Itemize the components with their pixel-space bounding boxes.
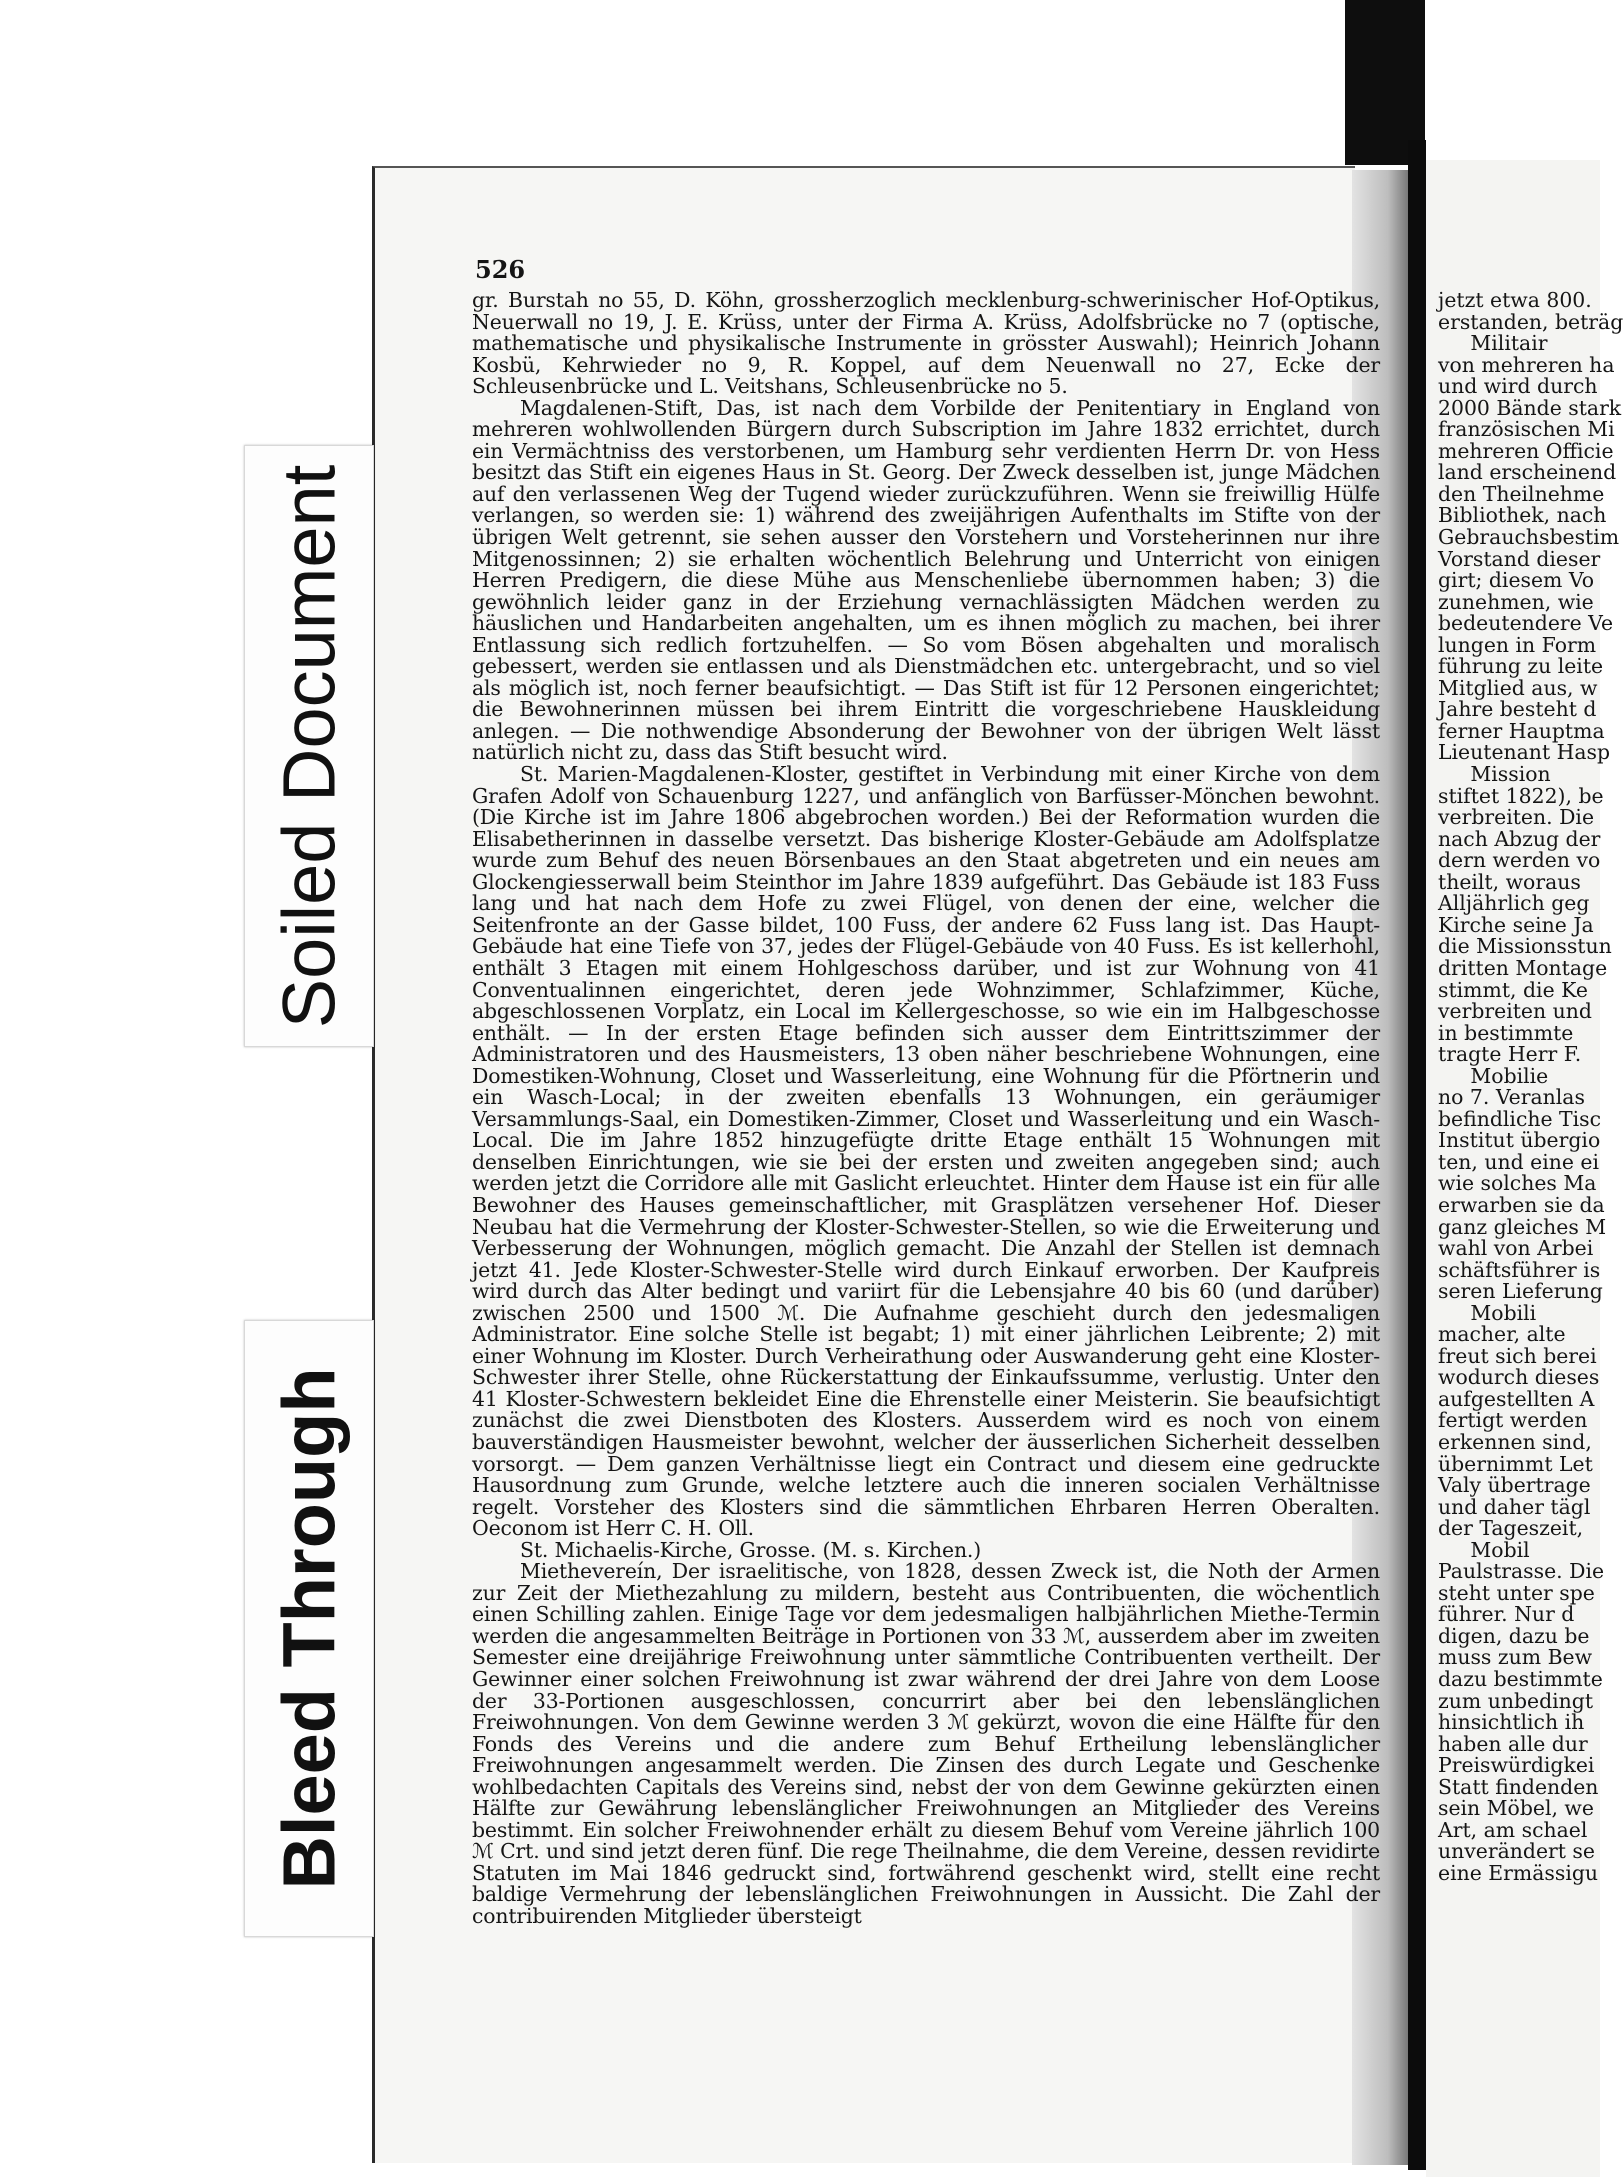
right-page-line: Bibliothek, nach xyxy=(1438,503,1607,528)
right-page-line: eine Ermässigu xyxy=(1438,1860,1599,1885)
right-page-line: den Theilnehme xyxy=(1438,481,1605,506)
right-page-line: Lieutenant Hasp xyxy=(1438,740,1611,765)
paragraph: St. Marien-Magdalenen-Kloster, gestiftet in Verbindung mit einer Kirche von dem Grafen Adolf von Schauenburg 1227, und anfänglich von Barfüsser-Mönchen bewohnt. (Die Kirche ist im Jahre 1806 abgebrochen worden.) Bei der Reformation wurden die Elisabetherinnen in dasselbe versetzt. Das bisherige Kloster-Gebäude am Adolfsplatze wurde zum Behuf des neuen Börsenbaues an den Staat abgetreten und ein neues am Glockengiesserwall beim Steinthor im Jahre 1839 aufgeführt. Das Gebäude ist 183 Fuss lang und hat nach dem Hofe zu zwei Flügel, von denen der eine, welcher die Seitenfronte an der Gasse bildet, 100 Fuss, der andere 62 Fuss lang ist. Das Haupt-Gebäude hat eine Tiefe von 37, jedes der Flügel-Gebäude von 40 Fuss. Es ist kellerhohl, enthält 3 Etagen mit einem Hohlgeschoss darüber, und ist zur Wohnung von 41 Conventualinnen eingerichtet, deren jede Wohnzimmer, Schlafzimmer, Küche, abgeschlossenen Vorplatz, ein Local im Kellergeschosse, so wie ein im Halbgeschosse enthält. — In der ersten Etage befinden sich ausser dem Eintrittszimmer der Administratoren und des Hausmeisters, 13 oben näher beschriebene Wohnungen, eine Domestiken-Wohnung, Closet und Wasserleitung, eine Wohnung für die Pförtnerin und ein Wasch-Local; in der zweiten ebenfalls 13 Wohnungen, ein geräumiger Versammlungs-Saal, ein Domestiken-Zimmer, Closet und Wasserleitung und ein Wasch-Local. Die im Jahre 1852 hinzugefügte dritte Etage enthält 15 Wohnungen mit denselben Einrichtungen, wie sie bei der ersten und zweiten angegeben sind; auch werden jetzt die Corridore alle mit Gaslicht erleuchtet. Hinter dem Hause ist ein für alle Bewohner des Hauses gemeinschaftlicher, mit Grasplätzen versehener Hof. Dieser Neubau hat die Vermehrung der Kloster-Schwester-Stellen, so wie die Erweiterung und Verbesserung der Wohnungen, möglich gemacht. Die Anzahl der Stellen ist demnach jetzt 41. Jede Kloster-Schwester-Stelle wird durch Einkauf erworben. Der Kaufpreis wird durch das Alter bedingt und variirt für die Lebensjahre 40 bis 60 (und darüber) zwischen 2500 und 1500 ℳ. Die Aufnahme geschieht durch den jedesmaligen Administrator. Eine solche Stelle ist begabt; 1) mit einer jährlichen Leibrente; 2) mit einer Wohnung im Kloster. Durch Verheirathung oder Auswanderung geht eine Kloster-Schwester ihrer Stelle, ohne Rückerstattung der Einkaufssumme, verlustig. Unter den 41 Kloster-Schwestern bekleidet Eine die Ehrenstelle einer Meisterin. Sie beaufsichtigt zunächst die zwei Dienstboten des Klosters. Ausserdem wird es noch von einem bauverständigen Hausmeister bewohnt, welcher der äusserlichen Sicherheit desselben vorsorgt. — Dem ganzen Verhältnisse liegt ein Contract und diesem eine gedruckte Hausordnung zum Grunde, welche letztere auch die inneren socialen Verhältnisse regelt. Vorsteher des Klosters sind die sämmtlichen Ehrbaren Herren Oberalten. Oeconom ist Herr C. H. Oll. xyxy=(472,762,1380,1541)
right-page-line: Vorstand dieser xyxy=(1438,546,1601,571)
right-page-line: aufgestellten A xyxy=(1438,1386,1595,1411)
soiled-document-text: Soiled Document xyxy=(267,464,351,1028)
soiled-document-label xyxy=(244,445,374,1047)
right-page-line: die Missionsstun xyxy=(1438,934,1612,959)
right-page-line: no 7. Veranlas xyxy=(1438,1085,1585,1110)
right-page-line: erstanden, beträg xyxy=(1438,309,1623,334)
right-page-line: digen, dazu be xyxy=(1438,1623,1590,1648)
right-page-line: stiftet 1822), be xyxy=(1438,783,1604,808)
right-page-line: von mehreren ha xyxy=(1438,352,1615,377)
right-page-line: wie solches Ma xyxy=(1438,1171,1597,1196)
right-page-line: Statt findenden xyxy=(1438,1774,1599,1799)
right-page-line: muss zum Bew xyxy=(1438,1645,1593,1670)
right-page-line: verbreiten und xyxy=(1438,999,1592,1024)
right-page-line: Mission xyxy=(1438,762,1551,787)
right-page-text xyxy=(1438,288,1623,1885)
paragraph: Miethevereín, Der israelitische, von 1828, dessen Zweck ist, die Noth der Armen zur Zeit der Miethezahlung zu mildern, besteht aus Contribuenten, die wöchentlich einen Schilling zahlen. Einige Tage vor dem jedesmaligen halbjährlichen Miethe-Termin werden die angesammelten Beiträge in Portionen von 33 ℳ, ausserdem aber im zweiten Semester eine dreijährige Freiwohnung unter sämmtliche Contribuenten vertheilt. Der Gewinner einer solchen Freiwohnung ist zwar während der drei Jahre von dem Loose der 33-Portionen ausgeschlossen, concurrirt aber bei den lebenslänglichen Freiwohnungen. Von dem Gewinne werden 3 ℳ gekürzt, wovon die eine Hälfte für den Fonds des Vereins und die andere zum Behuf Ertheilung lebenslänglicher Freiwohnungen angesammelt werden. Die Zinsen des durch Legate und Geschenke wohlbedachten Capitals des Vereins sind, nebst der von dem Gewinne gekürzten einen Hälfte zur Gewährung lebenslänglicher Freiwohnungen an Mitglieder des Vereins bestimmt. Ein solcher Freiwohnender erhält zu diesem Behuf vom Vereine jährlich 100 ℳ Crt. und sind jetzt deren fünf. Die rege Theilnahme, die dem Vereine, dessen revidirte Statuten im Mai 1846 gedruckt sind, fortwährend geschenkt wird, stellt eine recht baldige Vermehrung der lebenslänglichen Freiwohnungen in Aussicht. Die Zahl der contribuirenden Mitglieder übersteigt xyxy=(472,1559,1380,1929)
book-gutter xyxy=(1408,140,1426,2170)
right-page-line: land erscheinend xyxy=(1438,460,1617,485)
right-page-line: tragte Herr F. xyxy=(1438,1042,1582,1067)
page-number: 526 xyxy=(475,255,526,284)
right-page-line: französischen Mi xyxy=(1438,417,1615,442)
right-page-line: der Tageszeit, xyxy=(1438,1516,1584,1541)
right-page-line: in bestimmte xyxy=(1438,1020,1574,1045)
paragraph: gr. Burstah no 55, D. Köhn, grossherzoglich mecklenburg-schwerinischer Hof-Optikus, Neuerwall no 19, J. E. Krüss, unter der Firma A. Krüss, Adolfsbrücke no 7 (optische, mathematische und physikalische Instrumente in grösster Auswahl); Heinrich Johann Kosbü, Kehrwieder no 9, R. Koppel, auf dem Neuenwall no 27, Ecke der Schleusenbrücke und L. Veitshans, Schleusenbrücke no 5. xyxy=(472,288,1380,399)
right-page-line: Militair xyxy=(1438,331,1548,356)
right-page-line: Mobilie xyxy=(1438,1063,1549,1088)
right-page-line: nach Abzug der xyxy=(1438,826,1601,851)
right-page-line: freut sich berei xyxy=(1438,1343,1597,1368)
right-page-line: steht unter spe xyxy=(1438,1580,1595,1605)
right-page-line: Paulstrasse. Die xyxy=(1438,1559,1605,1584)
right-page-line: girt; diesem Vo xyxy=(1438,568,1594,593)
right-page-line: jetzt etwa 800. xyxy=(1438,288,1592,312)
right-page-line: wodurch dieses xyxy=(1438,1365,1600,1390)
right-page-line: übernimmt Let xyxy=(1438,1451,1593,1476)
right-page-line: Preiswürdigkei xyxy=(1438,1753,1595,1778)
right-page-line: verbreiten. Die xyxy=(1438,805,1595,830)
right-page-line: seren Lieferung xyxy=(1438,1279,1603,1304)
right-page-line: zum unbedingt xyxy=(1438,1688,1594,1713)
right-page-line: lungen in Form xyxy=(1438,632,1597,657)
right-page-line: und daher tägl xyxy=(1438,1494,1591,1519)
right-page-line: Art, am schael xyxy=(1438,1817,1588,1842)
right-page-line: dern werden vo xyxy=(1438,848,1601,873)
right-page-line: dritten Montage xyxy=(1438,955,1608,980)
right-page-line: und wird durch xyxy=(1438,374,1598,399)
right-page-line: befindliche Tisc xyxy=(1438,1106,1602,1131)
right-page-line: sein Möbel, we xyxy=(1438,1796,1594,1821)
paragraph: St. Michaelis-Kirche, Grosse. (M. s. Kirchen.) xyxy=(520,1537,982,1562)
bleed-through-text: Bleed Through xyxy=(267,1367,351,1890)
right-page-line: Jahre besteht d xyxy=(1438,697,1597,722)
bleed-through-label xyxy=(244,1320,374,1937)
right-page-line: ten, und eine ei xyxy=(1438,1149,1600,1174)
paragraph: Magdalenen-Stift, Das, ist nach dem Vorbilde der Penitentiary in England von mehreren wohlwollenden Bürgern durch Subscription im Jahre 1832 errichtet, durch ein Vermächtniss des verstorbenen, um Hamburg sehr verdienten Herrn Dr. von Hess besitzt das Stift ein eigenes Haus in St. Georg. Der Zweck desselben ist, junge Mädchen auf den verlassenen Weg der Tugend wieder zurückzuführen. Wenn sie freiwillig Hülfe verlangen, so werden sie: 1) während des zweijährigen Aufenthalts im Stifte von der übrigen Welt getrennt, sie sehen ausser den Vorstehern und Vorsteherinnen nur ihre Mitgenossinnen; 2) sie erhalten wöchentlich Belehrung und Unterricht von einigen Herren Predigern, die diese Mühe aus Menschenliebe übernommen haben; 3) die gewöhnlich leider ganz in der Erziehung vernachlässigten Mädchen werden zu häuslichen und Handarbeiten angehalten, um es ihnen möglich zu machen, bei ihrer Entlassung sich redlich fortzuhelfen. — So vom Bösen abgehalten und moralisch gebessert, werden sie entlassen und als Dienstmädchen etc. untergebracht, und so viel als möglich ist, noch ferner beaufsichtigt. — Das Stift ist für 12 Personen eingerichtet; die Bewohnerinnen müssen bei ihrem Eintritt die vorgeschriebene Hauskleidung anlegen. — Die nothwendige Absonderung der Bewohner von der übrigen Welt lässt natürlich nicht zu, dass das Stift besucht wird. xyxy=(472,395,1380,765)
right-page-line: führung zu leite xyxy=(1438,654,1604,679)
right-page-line: haben alle dur xyxy=(1438,1731,1588,1756)
right-page-line: Gebrauchsbestim xyxy=(1438,525,1620,550)
right-page-line: 2000 Bände stark xyxy=(1438,395,1622,420)
right-page-line: ferner Hauptma xyxy=(1438,718,1605,743)
right-page-line: Mobil xyxy=(1438,1537,1530,1562)
right-page-line: stimmt, die Ke xyxy=(1438,977,1588,1002)
right-page-line: macher, alte xyxy=(1438,1322,1566,1347)
right-page-line: bedeutendere Ve xyxy=(1438,611,1614,636)
right-page-line: schäftsführer is xyxy=(1438,1257,1601,1282)
right-page-line: ganz gleiches M xyxy=(1438,1214,1607,1239)
right-page-line: Mobili xyxy=(1438,1300,1537,1325)
right-page-line: zunehmen, wie xyxy=(1438,589,1594,614)
main-text-column xyxy=(472,290,1380,2010)
right-page-line: Alljährlich geg xyxy=(1438,891,1590,916)
right-page-line: theilt, woraus xyxy=(1438,869,1581,894)
right-page-line: mehreren Officie xyxy=(1438,438,1614,463)
right-page-line: erkennen sind, xyxy=(1438,1429,1592,1454)
right-page-line: führer. Nur d xyxy=(1438,1602,1575,1627)
right-page-line: Valy übertrage xyxy=(1438,1473,1591,1498)
right-page-line: Institut übergio xyxy=(1438,1128,1601,1153)
right-page-line: Kirche seine Ja xyxy=(1438,912,1594,937)
right-page-line: erwarben sie da xyxy=(1438,1192,1605,1217)
right-page-line: fertigt werden xyxy=(1438,1408,1588,1433)
right-page-line: wahl von Arbei xyxy=(1438,1236,1594,1261)
right-page-line: dazu bestimmte xyxy=(1438,1667,1603,1691)
right-page-line: Mitglied aus, w xyxy=(1438,675,1598,700)
right-page-line: unverändert se xyxy=(1438,1839,1595,1864)
right-page-line: hinsichtlich ih xyxy=(1438,1710,1585,1735)
